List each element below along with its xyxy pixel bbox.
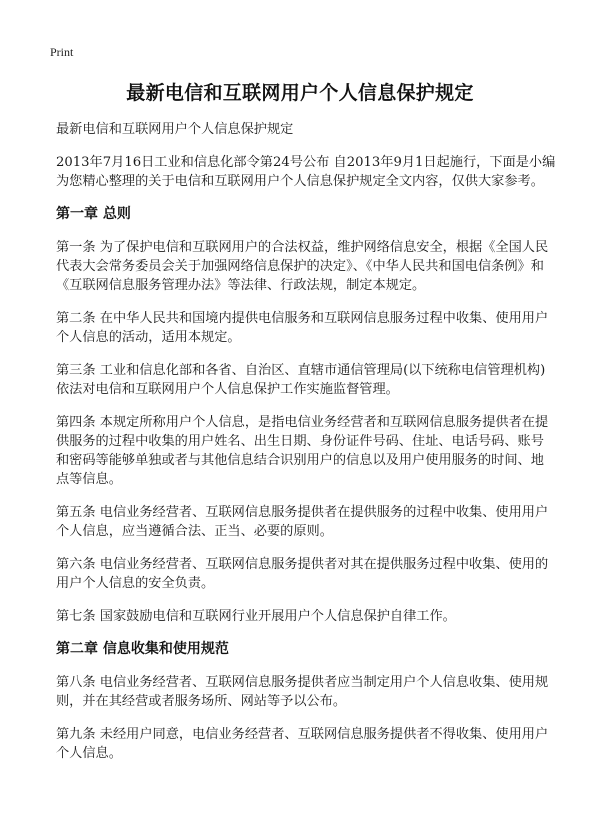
document-body	[56, 120, 556, 777]
chapter-heading: 第二章 信息收集和使用规范	[56, 641, 229, 657]
article-paragraph: 第四条 本规定所称用户个人信息，是指电信业务经营者和互联网信息服务提供者在提供服务的过程中收集的用户姓名、出生日期、身份证件号码、住址、电话号码、账号和密码等能够单独或者与其他信息结合识别用户的信息以及用户使用服务的时间、地点等信息。	[56, 415, 549, 487]
document-title: 最新电信和互联网用户个人信息保护规定	[126, 82, 474, 104]
document-subtitle: 最新电信和互联网用户个人信息保护规定	[56, 122, 294, 137]
article-paragraph: 第七条 国家鼓励电信和互联网行业开展用户个人信息保护自律工作。	[56, 609, 456, 624]
article-paragraph: 第三条 工业和信息化部和各省、自治区、直辖市通信管理局(以下统称电信管理机构)依法对电信和互联网用户个人信息保护工作实施监督管理。	[56, 363, 546, 397]
article-paragraph: 第六条 电信业务经营者、互联网信息服务提供者对其在提供服务过程中收集、使用的用户个人信息的安全负责。	[56, 557, 549, 591]
article-paragraph: 第八条 电信业务经营者、互联网信息服务提供者应当制定用户个人信息收集、使用规则，并在其经营或者服务场所、网站等予以公布。	[56, 675, 549, 709]
article-paragraph: 第一条 为了保护电信和互联网用户的合法权益，维护网络信息安全，根据《全国人民代表大会常务委员会关于加强网络信息保护的决定》、《中华人民共和国电信条例》和《互联网信息服务管理办法》等法律、行政法规，制定本规定。	[56, 240, 549, 293]
article-paragraph: 第二条 在中华人民共和国境内提供电信服务和互联网信息服务过程中收集、使用用户个人信息的活动，适用本规定。	[56, 311, 549, 345]
article-paragraph: 第九条 未经用户同意，电信业务经营者、互联网信息服务提供者不得收集、使用用户个人信息。	[56, 727, 549, 761]
intro-paragraph: 2013年7月16日工业和信息化部令第24号公布 自2013年9月1日起施行，下面是小编为您精心整理的关于电信和互联网用户个人信息保护规定全文内容，仅供大家参考。	[56, 155, 556, 189]
chapter-heading: 第一章 总则	[56, 206, 131, 222]
print-link[interactable]: Print	[50, 45, 74, 59]
article-paragraph: 第五条 电信业务经营者、互联网信息服务提供者在提供服务的过程中收集、使用用户个人信息，应当遵循合法、正当、必要的原则。	[56, 505, 549, 539]
